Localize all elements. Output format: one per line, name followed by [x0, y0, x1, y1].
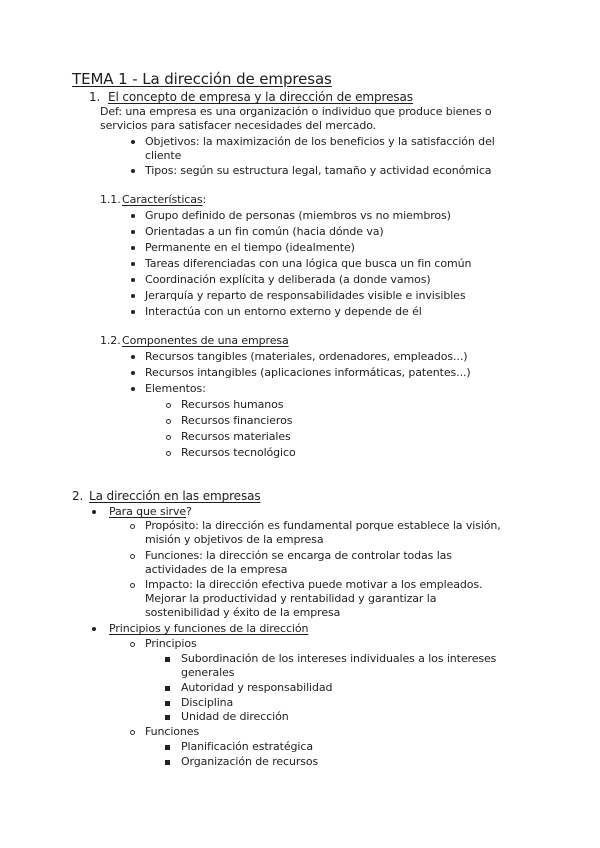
bullet-disc	[131, 371, 135, 375]
list-item: Recursos materiales	[181, 430, 291, 443]
bullet-square	[165, 701, 170, 706]
funciones-line-2: actividades de la empresa	[145, 563, 288, 576]
objetivos-line-1: Objetivos: la maximización de los beneficios y la satisfacción del	[145, 135, 495, 148]
impacto-line-1: Impacto: la dirección efectiva puede motivar a los empleados.	[145, 578, 483, 591]
subsection-1-1-heading: Características:	[122, 193, 207, 206]
bullet-disc	[131, 246, 135, 250]
list-item: Interactúa con un entorno externo y depende de él	[145, 305, 422, 318]
bullet-circle	[130, 554, 135, 559]
section-2-heading: La dirección en las empresas	[89, 489, 261, 503]
tipos-line: Tipos: según su estructura legal, tamaño y actividad económica	[145, 164, 492, 177]
bullet-disc	[131, 262, 135, 266]
subsection-1-2-heading: Componentes de una empresa	[122, 334, 289, 347]
subsection-1-1-number: 1.1.	[100, 193, 121, 206]
page-title: TEMA 1 - La dirección de empresas	[72, 70, 332, 88]
bullet-circle	[130, 583, 135, 588]
impacto-line-2: Mejorar la productividad y rentabilidad y garantizar la	[145, 592, 437, 605]
list-item: Jerarquía y reparto de responsabilidades visible e invisibles	[145, 289, 466, 302]
list-item: Unidad de dirección	[181, 710, 289, 723]
section-2-number: 2.	[72, 489, 84, 503]
bullet-square	[165, 715, 170, 720]
bullet-circle	[166, 451, 171, 456]
list-item: Disciplina	[181, 696, 234, 709]
bullet-square	[165, 745, 170, 750]
bullet-disc	[131, 214, 135, 218]
proposito-line-1: Propósito: la dirección es fundamental porque establece la visión,	[145, 519, 501, 532]
list-item: Recursos tecnológico	[181, 446, 296, 459]
funciones-label: Funciones	[145, 725, 200, 738]
definition-line-1: Def: una empresa es una organización o individuo que produce bienes o	[100, 105, 492, 118]
bullet-circle	[166, 419, 171, 424]
bullet-circle	[130, 524, 135, 529]
para-que-sirve: Para que sirve?	[109, 505, 192, 518]
list-item: Elementos:	[145, 382, 206, 395]
bullet-circle	[166, 435, 171, 440]
bullet-disc	[131, 294, 135, 298]
bullet-disc	[131, 355, 135, 359]
list-item: Subordinación de los intereses individuales a los intereses	[181, 652, 497, 665]
bullet-disc	[131, 140, 135, 144]
objetivos-line-2: cliente	[145, 149, 182, 162]
list-item-continuation: generales	[181, 666, 235, 679]
bullet-square	[165, 686, 170, 691]
bullet-disc	[92, 510, 96, 514]
bullet-disc	[131, 310, 135, 314]
definition-line-2: servicios para satisfacer necesidades del mercado.	[100, 119, 377, 132]
principios-label: Principios	[145, 637, 197, 650]
section-1-heading: El concepto de empresa y la dirección de empresas	[108, 90, 413, 104]
bullet-disc	[131, 387, 135, 391]
list-item: Recursos humanos	[181, 398, 284, 411]
impacto-line-3: sostenibilidad y éxito de la empresa	[145, 606, 341, 619]
section-1-number: 1.	[89, 90, 101, 104]
bullet-disc	[131, 278, 135, 282]
list-item: Permanente en el tiempo (idealmente)	[145, 241, 355, 254]
bullet-circle	[130, 642, 135, 647]
principios-funciones-heading: Principios y funciones de la dirección	[109, 622, 309, 635]
list-item: Tareas diferenciadas con una lógica que busca un fin común	[145, 257, 472, 270]
list-item: Autoridad y responsabilidad	[181, 681, 333, 694]
bullet-circle	[166, 403, 171, 408]
subsection-1-2-number: 1.2.	[100, 334, 121, 347]
bullet-disc	[131, 230, 135, 234]
bullet-disc	[92, 627, 96, 631]
bullet-square	[165, 657, 170, 662]
list-item: Recursos financieros	[181, 414, 293, 427]
list-item: Grupo definido de personas (miembros vs no miembros)	[145, 209, 451, 222]
list-item: Recursos tangibles (materiales, ordenadores, empleados...)	[145, 350, 468, 363]
bullet-disc	[131, 169, 135, 173]
funciones-line-1: Funciones: la dirección se encarga de controlar todas las	[145, 549, 452, 562]
proposito-line-2: misión y objetivos de la empresa	[145, 533, 324, 546]
bullet-circle	[130, 730, 135, 735]
list-item: Orientadas a un fin común (hacia dónde va)	[145, 225, 384, 238]
list-item: Organización de recursos	[181, 755, 319, 768]
list-item: Coordinación explícita y deliberada (a donde vamos)	[145, 273, 431, 286]
bullet-square	[165, 760, 170, 765]
list-item: Planificación estratégica	[181, 740, 313, 753]
list-item: Recursos intangibles (aplicaciones informáticas, patentes...)	[145, 366, 471, 379]
